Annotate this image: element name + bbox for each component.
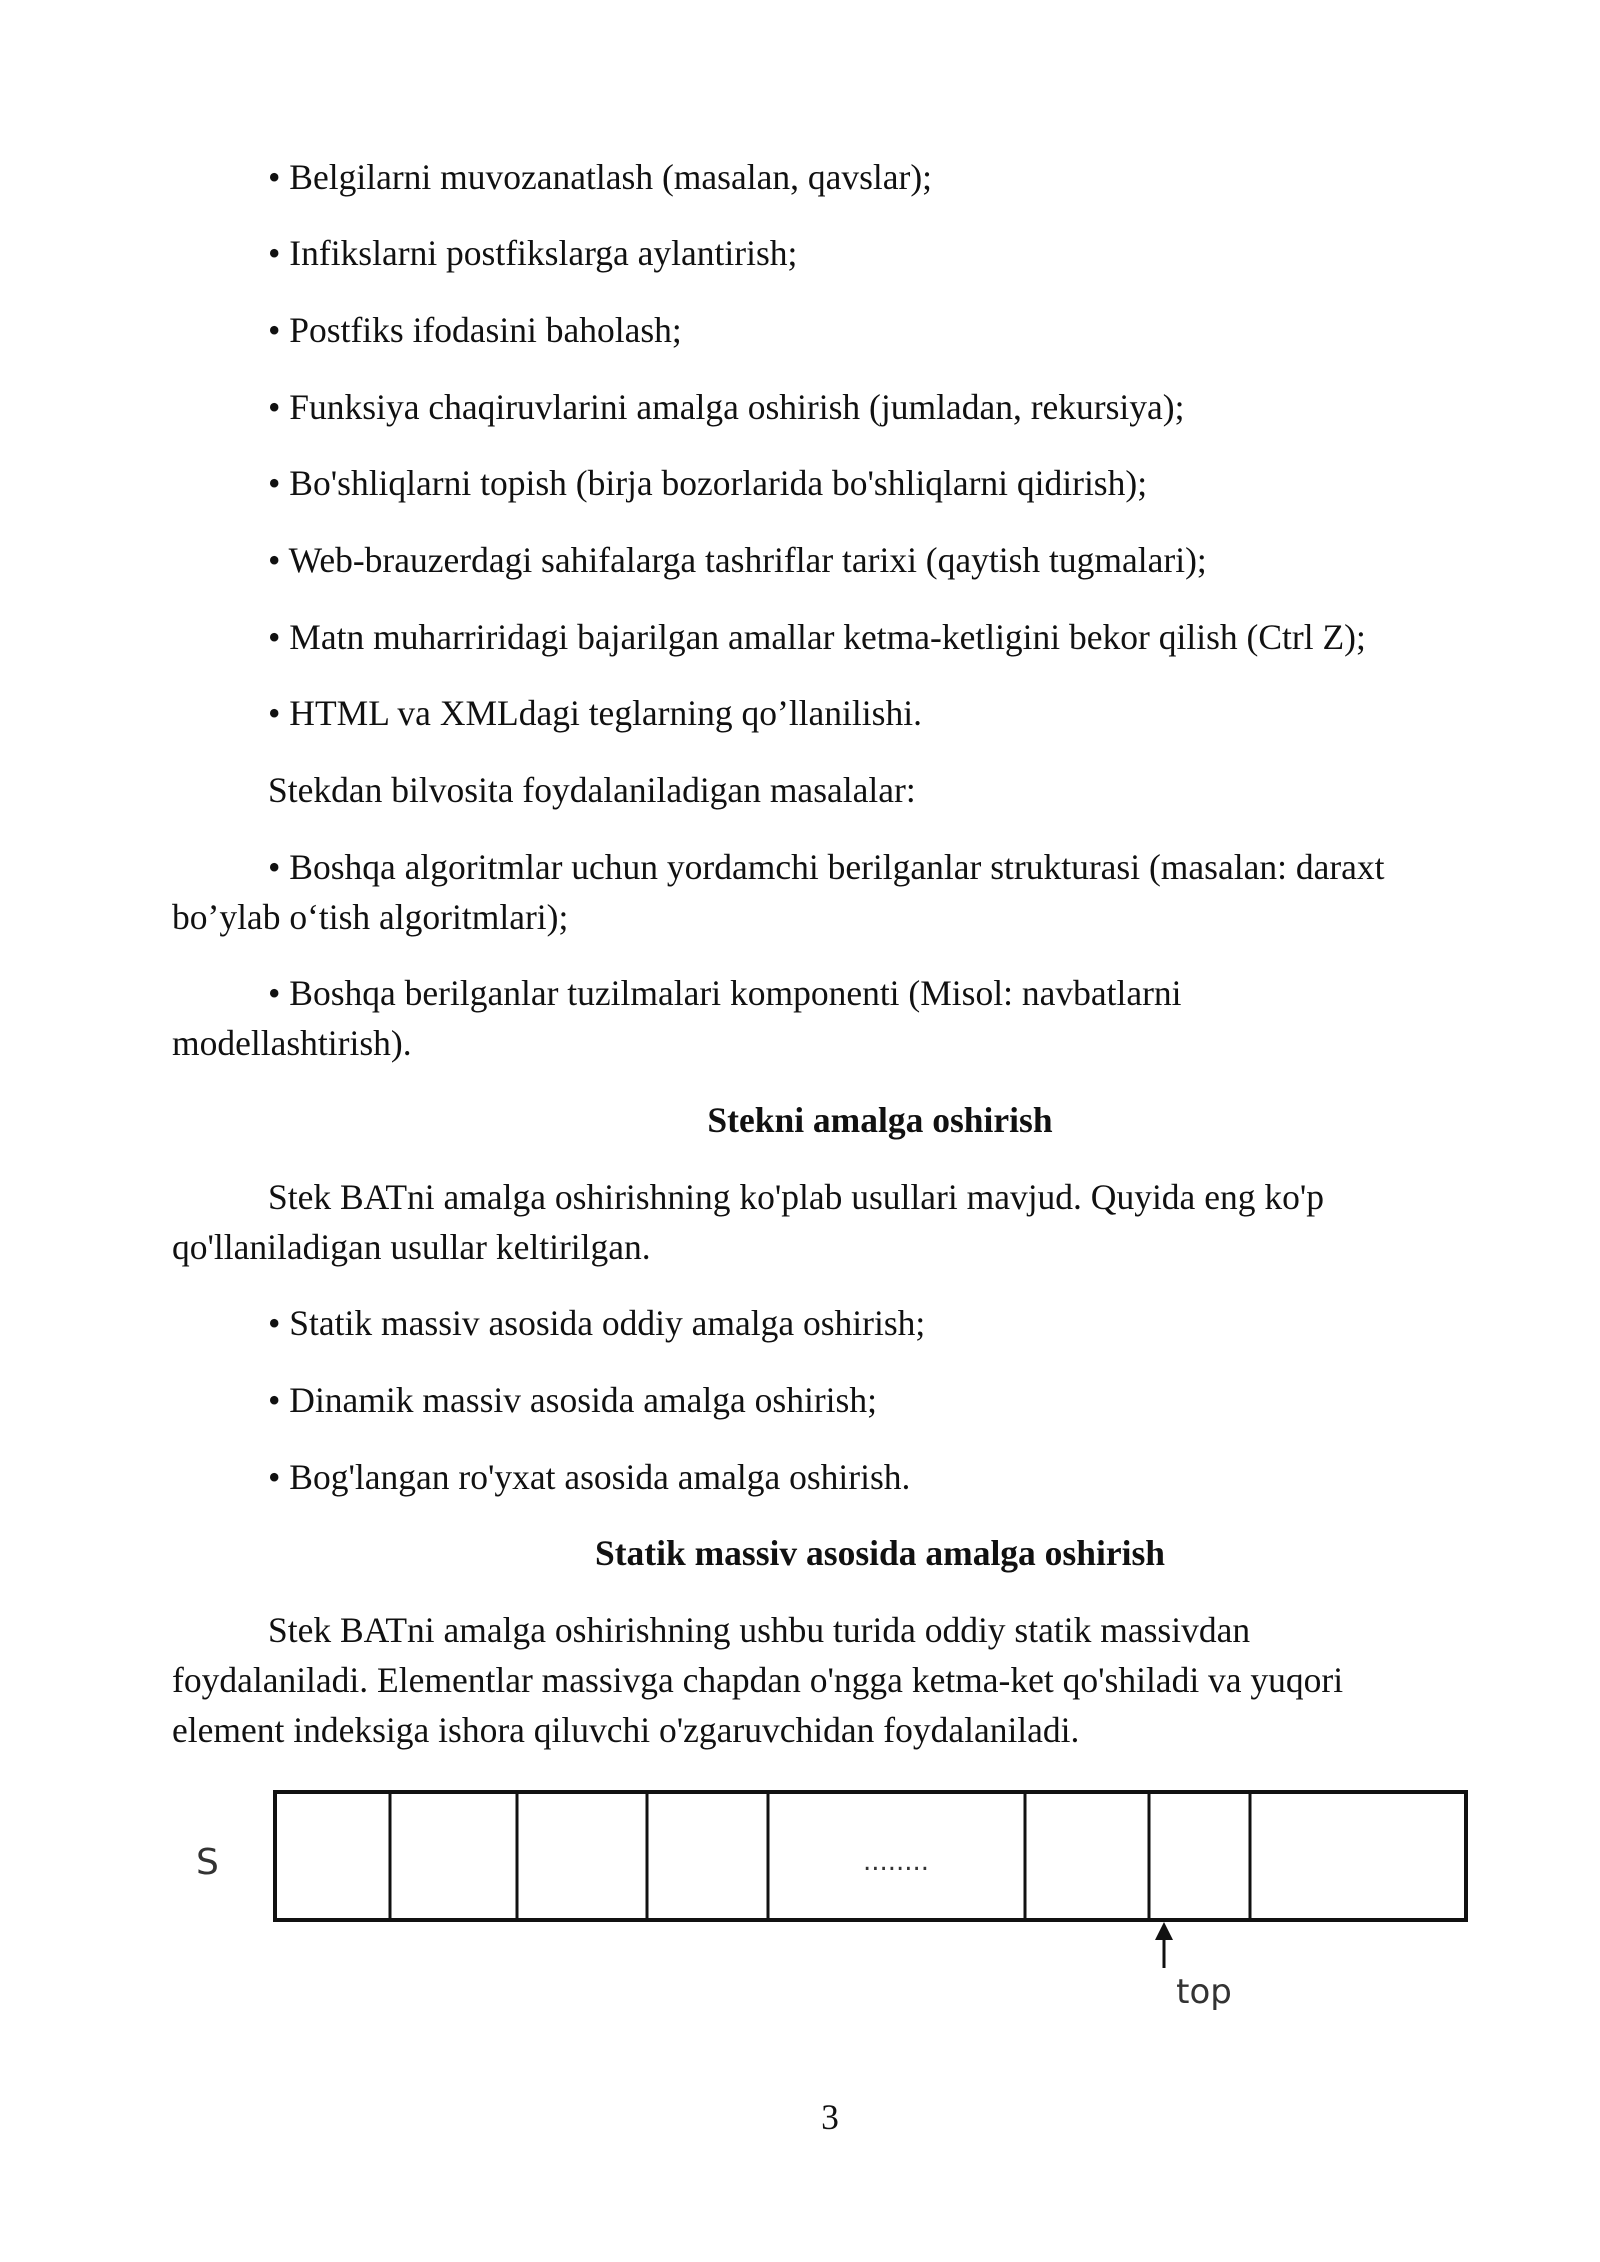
list-item: • Bo'shliqlarni topish (birja bozorlarida bo'shliqlarni qidirish); bbox=[268, 463, 1148, 503]
paragraph-line: Stek BATni amalga oshirishning ushbu turida oddiy statik massivdan bbox=[268, 1610, 1251, 1650]
list-item: • Statik massiv asosida oddiy amalga oshirish; bbox=[268, 1303, 926, 1343]
list-item: • Web-brauzerdagi sahifalarga tashriflar tarixi (qaytish tugmalari); bbox=[268, 540, 1207, 580]
array-label: S bbox=[196, 1842, 219, 1883]
array-diagram-svg bbox=[170, 1770, 1490, 2040]
list-item: • Boshqa algoritmlar uchun yordamchi berilganlar strukturasi (masalan: daraxt bbox=[268, 847, 1385, 887]
static-array-diagram bbox=[170, 1770, 1490, 2040]
list-item: • Funksiya chaqiruvlarini amalga oshirish (jumladan, rekursiya); bbox=[268, 387, 1185, 427]
ellipsis-cell: ........ bbox=[862, 1847, 930, 1877]
paragraph-line: qo'llaniladigan usullar keltirilgan. bbox=[172, 1227, 651, 1267]
list-item: • Infikslarni postfikslarga aylantirish; bbox=[268, 233, 798, 273]
paragraph-line: element indeksiga ishora qiluvchi o'zgaruvchidan foydalaniladi. bbox=[172, 1710, 1080, 1750]
indirect-uses-intro: Stekdan bilvosita foydalaniladigan masalalar: bbox=[268, 770, 916, 810]
page-number: 3 bbox=[821, 2097, 839, 2137]
list-item: • Bog'langan ro'yxat asosida amalga oshirish. bbox=[268, 1457, 911, 1497]
top-pointer-arrowhead bbox=[1155, 1922, 1173, 1940]
section-heading: Stekni amalga oshirish bbox=[707, 1100, 1053, 1140]
list-item: • Dinamik massiv asosida amalga oshirish; bbox=[268, 1380, 877, 1420]
list-item: • Boshqa berilganlar tuzilmalari komponenti (Misol: navbatlarni bbox=[268, 973, 1182, 1013]
section-heading: Statik massiv asosida amalga oshirish bbox=[594, 1533, 1166, 1573]
list-item: • HTML va XMLdagi teglarning qo’llanilishi. bbox=[268, 693, 922, 733]
list-item: • Postfiks ifodasini baholash; bbox=[268, 310, 682, 350]
list-item-continuation: modellashtirish). bbox=[172, 1023, 412, 1063]
paragraph-line: Stek BATni amalga oshirishning ko'plab usullari mavjud. Quyida eng ko'p bbox=[268, 1177, 1324, 1217]
list-item: • Belgilarni muvozanatlash (masalan, qavslar); bbox=[268, 157, 933, 197]
paragraph-line: foydalaniladi. Elementlar massivga chapdan o'ngga ketma-ket qo'shiladi va yuqori bbox=[172, 1660, 1344, 1700]
top-pointer-label: top bbox=[1176, 1972, 1232, 2012]
list-item-continuation: bo’ylab o‘tish algoritmlari); bbox=[172, 897, 569, 937]
list-item: • Matn muharriridagi bajarilgan amallar ketma-ketligini bekor qilish (Ctrl Z); bbox=[268, 617, 1366, 657]
